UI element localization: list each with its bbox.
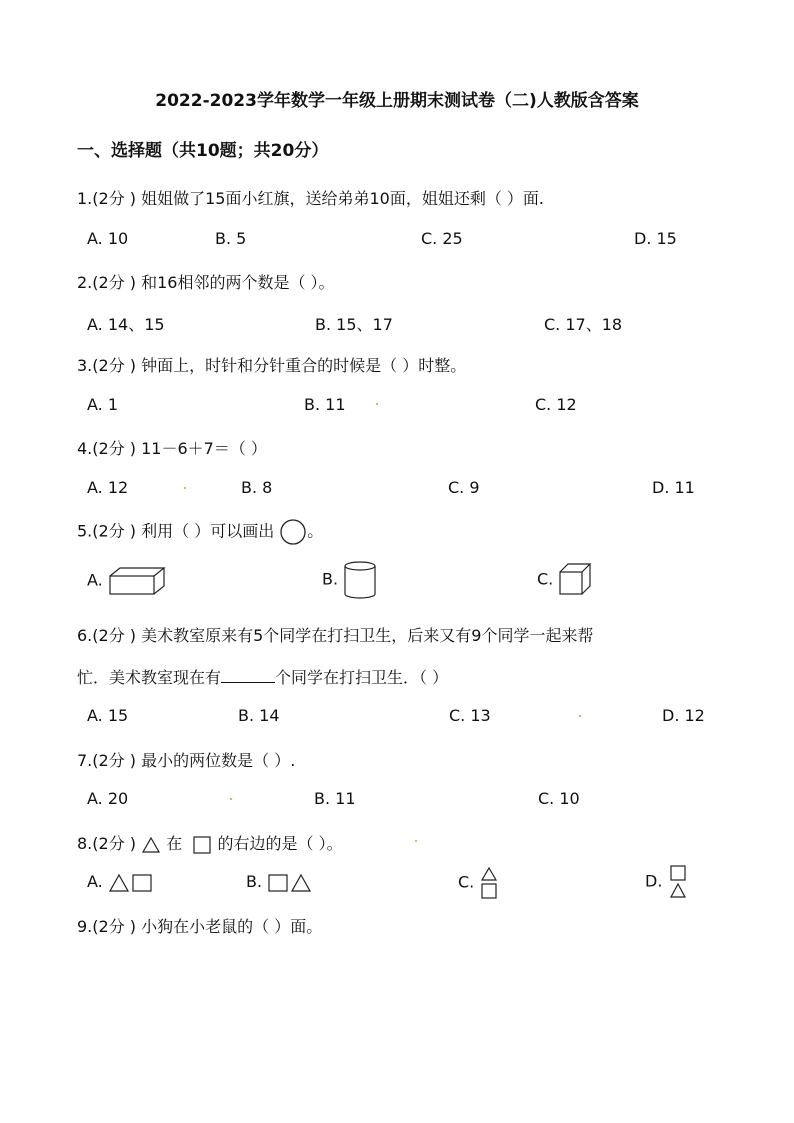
q8-option-c-label: C. <box>458 872 475 892</box>
q5-option-c-label: C. <box>537 569 554 589</box>
q7-option-a[interactable]: A. 20 <box>87 789 129 808</box>
cuboid-icon <box>108 566 166 596</box>
question-8-text-a: 8.(2分 ) <box>77 834 137 853</box>
q8-option-a-label: A. <box>87 872 103 891</box>
q2-option-a[interactable]: A. 14、15 <box>87 315 165 334</box>
q5-option-a[interactable] <box>87 566 166 596</box>
q8-option-d-label: D. <box>645 871 663 891</box>
question-5 <box>77 518 323 546</box>
q5-option-b-label: B. <box>322 569 339 589</box>
q1-option-c[interactable]: C. 25 <box>421 229 463 248</box>
question-9: 9.(2分 ) 小狗在小老鼠的（ ）面。 <box>77 917 323 936</box>
question-3: 3.(2分 ) 钟面上，时针和分针重合的时候是（ ）时整。 <box>77 356 467 375</box>
q8-option-c[interactable] <box>458 866 499 900</box>
speck-mark <box>376 403 378 405</box>
square-icon <box>192 835 212 855</box>
q3-option-a[interactable]: A. 1 <box>87 395 119 414</box>
question-5-text: 5.(2分 ) 利用（ ）可以画出 <box>77 521 275 541</box>
question-7: 7.(2分 ) 最小的两位数是（ ）. <box>77 751 296 770</box>
question-8-text-c: 的右边的是（ ）。 <box>217 834 343 853</box>
question-6-line-2 <box>77 665 448 688</box>
q6-option-d[interactable]: D. 12 <box>662 706 705 725</box>
q5-option-a-label: A. <box>87 570 103 590</box>
triangle-over-square-icon <box>479 866 499 900</box>
question-6-text-b: 个同学在打扫卫生．（ ） <box>275 668 449 687</box>
speck-mark <box>230 798 232 800</box>
square-over-triangle-icon <box>668 864 688 900</box>
q6-option-c[interactable]: C. 13 <box>449 706 491 725</box>
q7-option-c[interactable]: C. 10 <box>538 789 580 808</box>
question-4: 4.(2分 ) 11－6＋7＝（ ） <box>77 439 267 458</box>
square-triangle-row-icon <box>267 873 313 893</box>
circle-icon <box>279 518 307 546</box>
q2-option-b[interactable]: B. 15、17 <box>315 315 393 334</box>
q4-option-c[interactable]: C. 9 <box>448 478 480 497</box>
question-5-tail: 。 <box>307 521 324 541</box>
q4-option-a[interactable]: A. 12 <box>87 478 129 497</box>
q8-option-a[interactable] <box>87 872 154 893</box>
q3-option-c[interactable]: C. 12 <box>535 395 577 414</box>
q8-option-d[interactable] <box>645 864 688 900</box>
cylinder-icon <box>343 560 377 600</box>
q1-option-b[interactable]: B. 5 <box>215 229 247 248</box>
q1-option-a[interactable]: A. 10 <box>87 229 129 248</box>
q2-option-c[interactable]: C. 17、18 <box>544 315 623 334</box>
question-8-text-b: 在 <box>166 834 183 853</box>
answer-blank[interactable] <box>221 668 275 683</box>
q4-option-b[interactable]: B. 8 <box>241 478 273 497</box>
page-title: 2022-2023学年数学一年级上册期末测试卷（二)人教版含答案 <box>155 91 639 111</box>
q3-option-b[interactable]: B. 11 <box>304 395 346 414</box>
q5-option-b[interactable] <box>322 560 377 600</box>
q7-option-b[interactable]: B. 11 <box>314 789 356 808</box>
q1-option-d[interactable]: D. 15 <box>634 229 677 248</box>
q6-option-b[interactable]: B. 14 <box>238 706 280 725</box>
q8-option-b[interactable] <box>246 872 313 893</box>
question-6-text-a: 忙．美术教室现在有 <box>77 668 222 687</box>
q8-option-b-label: B. <box>246 872 263 891</box>
speck-mark <box>415 840 417 842</box>
question-8 <box>77 831 343 855</box>
triangle-square-row-icon <box>108 873 154 893</box>
q5-option-c[interactable] <box>537 562 592 598</box>
speck-mark <box>184 487 186 489</box>
question-6-line-1: 6.(2分 ) 美术教室原来有5个同学在打扫卫生，后来又有9个同学一起来帮 <box>77 626 594 645</box>
section-heading: 一、选择题（共10题；共20分） <box>77 141 329 161</box>
triangle-icon <box>141 836 161 854</box>
q4-option-d[interactable]: D. 11 <box>652 478 695 497</box>
q6-option-a[interactable]: A. 15 <box>87 706 129 725</box>
question-2: 2.(2分 ) 和16相邻的两个数是（ ）。 <box>77 273 335 292</box>
question-1: 1.(2分 ) 姐姐做了15面小红旗，送给弟弟10面，姐姐还剩（ ）面. <box>77 189 544 208</box>
cube-icon <box>558 562 592 598</box>
speck-mark <box>579 715 581 717</box>
